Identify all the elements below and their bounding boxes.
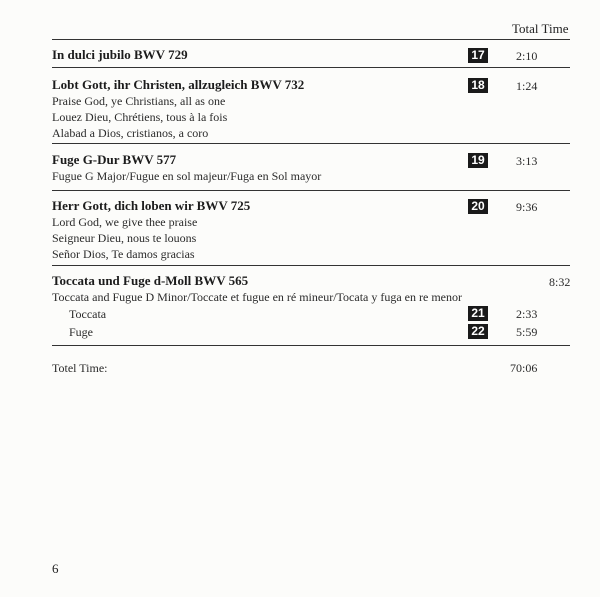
entry-total-time: 8:32 (549, 275, 571, 289)
track-number-badge: 20 (468, 199, 488, 214)
total-time-value: 70:06 (510, 361, 538, 375)
translation-line: Praise God, ye Christians, all as one (52, 94, 226, 108)
page-number: 6 (52, 561, 59, 576)
entry-time: 3:13 (516, 154, 538, 168)
entry-title: Herr Gott, dich loben wir BWV 725 (52, 198, 251, 213)
entry-title: In dulci jubilo BWV 729 (52, 47, 188, 62)
track-entry (52, 47, 570, 63)
divider (52, 265, 570, 266)
translation-line: Señor Dios, Te damos gracias (52, 247, 195, 261)
entry-time: 1:24 (516, 79, 538, 93)
track-entry (52, 273, 570, 305)
track-number-badge: 22 (468, 324, 488, 339)
translation-line: Fugue G Major/Fugue en sol majeur/Fuga en Sol mayor (52, 169, 322, 183)
translation-line: Lord God, we give thee praise (52, 215, 198, 229)
part-label: Toccata (69, 307, 107, 321)
track-number-badge: 17 (468, 48, 488, 63)
divider (52, 190, 570, 191)
track-entry (52, 77, 570, 141)
translation-line: Louez Dieu, Chrétiens, tous à la fois (52, 110, 228, 124)
divider (52, 39, 570, 40)
total-time-header: Total Time (512, 21, 569, 36)
part-time: 2:33 (516, 307, 538, 321)
track-number-badge: 19 (468, 153, 488, 168)
entry-time: 9:36 (516, 200, 538, 214)
translation-line: Seigneur Dieu, nous te louons (52, 231, 197, 245)
total-time-label: Totel Time: (52, 361, 108, 375)
divider (52, 143, 570, 144)
entry-title: Lobt Gott, ihr Christen, allzugleich BWV 732 (52, 77, 305, 92)
track-number-badge: 21 (468, 306, 488, 321)
entry-time: 2:10 (516, 49, 538, 63)
divider (52, 345, 570, 346)
part-label: Fuge (69, 325, 93, 339)
track-entry (52, 152, 570, 184)
track-number-badge: 18 (468, 78, 488, 93)
part-time: 5:59 (516, 325, 538, 339)
translation-line: Alabad a Dios, cristianos, a coro (52, 126, 209, 140)
entry-title: Toccata und Fuge d-Moll BWV 565 (52, 273, 249, 288)
track-entry (52, 198, 570, 262)
entry-title: Fuge G-Dur BWV 577 (52, 152, 177, 167)
divider (52, 67, 570, 68)
translation-line: Toccata and Fugue D Minor/Toccate et fugue en ré mineur/Tocata y fuga en re menor (52, 290, 462, 304)
